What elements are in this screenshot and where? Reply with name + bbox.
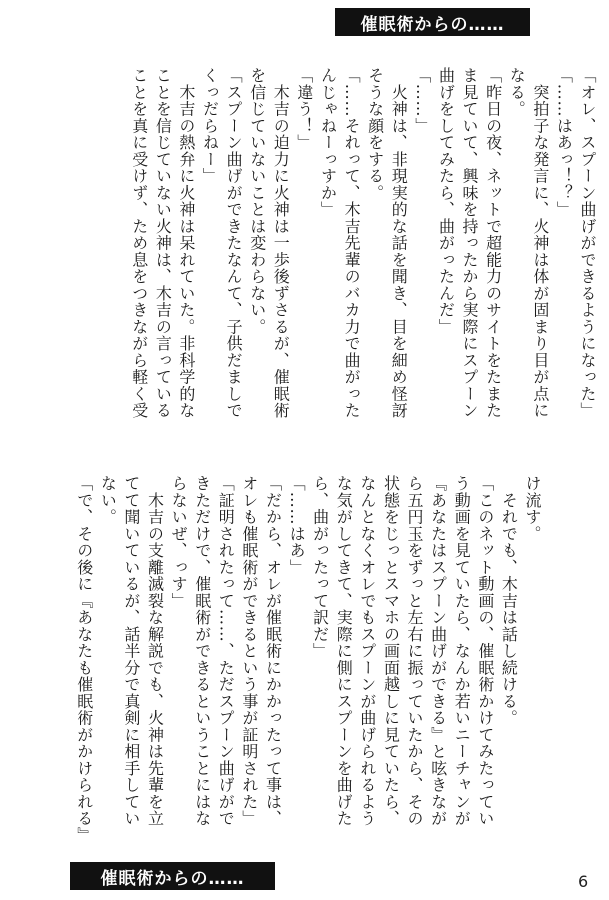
header-title-bar — [335, 8, 530, 36]
text-column: 「だから、オレが催眠術にかかったって事は、 — [263, 475, 283, 827]
text-column: 「オレ、スプーン曲げができるようになった」 — [578, 67, 597, 419]
text-column: 「……はあっ！？」 — [554, 67, 574, 218]
text-column: ま見ていて、興味を持ったから実際にスプーン — [460, 67, 480, 419]
text-column: 火神は、非現実的な話を聞き、目を細め怪訝 — [389, 67, 409, 419]
header-title: 催眠術からの…… — [360, 14, 505, 35]
text-column: てて聞いているが、話半分で真剣に相手してい — [121, 475, 141, 827]
text-column: 「スプーン曲げができたなんて、子供だましで — [224, 67, 244, 419]
text-column: くっだらねー」 — [200, 67, 220, 185]
page-number: 6 — [578, 872, 589, 891]
text-column: を信じていないことは変わらない。 — [247, 67, 267, 335]
upper-text-block — [79, 67, 599, 437]
text-column: きただけで、催眠術ができるということにはな — [192, 475, 212, 827]
text-column: ら五円玉をずっと左右に振っていたから、その — [405, 475, 425, 827]
text-column: う動画を見ていたら、なんか若いニーチャンが — [452, 475, 472, 827]
text-column: 木吉の支離滅裂な解説でも、火神は先輩を立 — [145, 475, 165, 827]
text-column: 「……」 — [412, 67, 432, 134]
text-column: 木吉の熱弁に火神は呆れていた。非科学的な — [176, 67, 196, 419]
text-column: 「このネット動画の、催眠術かけてみたってい — [475, 475, 495, 827]
text-column: そうな顔をする。 — [365, 67, 385, 201]
text-column: 「違う！」 — [294, 67, 314, 151]
text-column: な気がしてきて、実際に側にスプーンを曲げた — [334, 475, 354, 827]
text-column: んじゃねーっすか」 — [318, 67, 338, 218]
text-column: ら、曲がったって訳だ」 — [310, 475, 330, 660]
text-column: 突拍子な発言に、火神は体が固まり目が点に — [530, 67, 550, 419]
text-column: なんとなくオレでもスプーンが曲げられるよう — [357, 475, 377, 827]
text-column: 「証明されたって……、ただスプーン曲げがで — [216, 475, 236, 827]
text-column: 「……それって、木吉先輩のバカ力で曲がった — [342, 67, 362, 419]
text-column: ことを信じていない火神は、木吉の言っている — [153, 67, 173, 419]
text-column: なる。 — [507, 67, 527, 118]
text-column: ない。 — [98, 475, 118, 526]
lower-text-block — [74, 475, 544, 845]
text-column: らないぜ、っす」 — [169, 475, 189, 609]
text-column: 「で、その後に『あなたも催眠術がかけられる』 — [74, 475, 94, 844]
text-column: オレも催眠術ができるという事が証明された」 — [239, 475, 259, 827]
text-column: け流す。 — [523, 475, 542, 542]
text-column: ことを真に受けず、ため息をつきながら軽く受 — [129, 67, 149, 419]
text-column: 木吉の迫力に火神は一歩後ずさるが、催眠術 — [271, 67, 291, 419]
text-column: 『あなたはスプーン曲げができる』と呟きなが — [428, 475, 448, 827]
text-column: 「……はあ」 — [287, 475, 307, 576]
text-column: 「昨日の夜、ネットで超能力のサイトをたまた — [483, 67, 503, 419]
footer-title: 催眠術からの…… — [100, 868, 245, 889]
text-column: 曲げをしてみたら、曲がったんだ」 — [436, 67, 456, 335]
text-column: それでも、木吉は話し続ける。 — [499, 475, 519, 727]
footer-title-bar — [70, 862, 275, 890]
text-column: 状態をじっとスマホの画面越しに見ていたら、 — [381, 475, 401, 827]
